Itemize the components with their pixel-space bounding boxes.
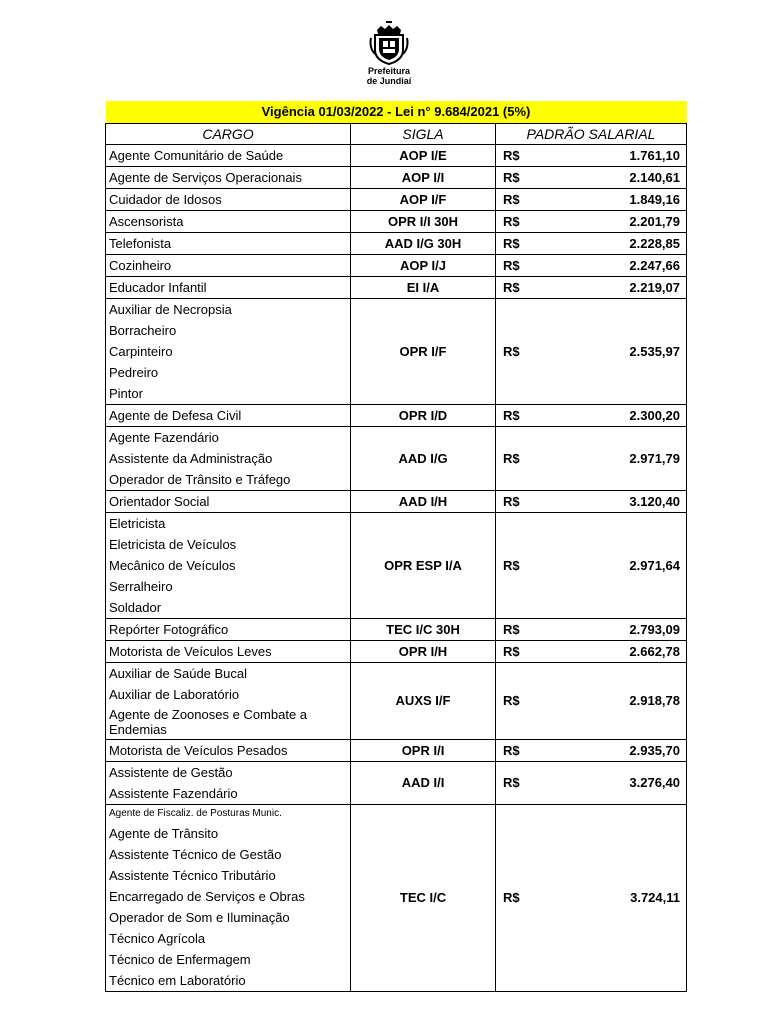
currency-symbol: R$ (503, 191, 520, 207)
table-row (106, 805, 687, 992)
salary-value: 2.201,79 (629, 213, 680, 229)
salary-value: 3.276,40 (629, 775, 680, 790)
currency-symbol: R$ (503, 621, 520, 637)
salary-cell (496, 663, 687, 740)
cargo-name: Operador de Trânsito e Tráfego (109, 472, 291, 487)
salary-value: 2.918,78 (629, 693, 680, 708)
salary-cell (496, 740, 687, 762)
currency-symbol: R$ (503, 643, 520, 659)
salary-cell (496, 233, 687, 255)
cargo-name: Pintor (109, 386, 143, 401)
cargo-name: Assistente Técnico de Gestão (109, 847, 282, 862)
currency-symbol: R$ (503, 557, 520, 573)
cargo-cell (106, 641, 351, 663)
salary-value: 2.935,70 (629, 742, 680, 758)
cargo-cell (106, 255, 351, 277)
column-header-sigla: SIGLA (351, 124, 496, 145)
cargo-name: Encarregado de Serviços e Obras (109, 889, 305, 904)
salary-cell (496, 277, 687, 299)
currency-symbol: R$ (503, 407, 520, 423)
salary-value: 2.793,09 (629, 621, 680, 637)
salary-cell (496, 513, 687, 619)
salary-value: 2.140,61 (629, 169, 680, 185)
sigla-cell: AUXS I/F (351, 663, 496, 740)
sigla-cell: AOP I/J (351, 255, 496, 277)
salary-value: 1.761,10 (629, 147, 680, 163)
sigla-cell: OPR I/H (351, 641, 496, 663)
cargo-name: Técnico de Enfermagem (109, 952, 251, 967)
cargo-name: Cuidador de Idosos (109, 192, 222, 207)
cargo-name: Serralheiro (109, 579, 173, 594)
cargo-cell (106, 405, 351, 427)
salary-value: 2.228,85 (629, 235, 680, 251)
sigla-cell: OPR I/F (351, 299, 496, 405)
table-row (106, 211, 687, 233)
salary-cell (496, 167, 687, 189)
salary-value: 2.247,66 (629, 257, 680, 273)
salary-cell (496, 255, 687, 277)
cargo-cell (106, 663, 351, 740)
table-row (106, 405, 687, 427)
table-body (106, 145, 687, 992)
table-row (106, 491, 687, 513)
table-header-row (106, 124, 687, 145)
currency-symbol: R$ (503, 343, 520, 359)
table-row (106, 619, 687, 641)
table-row (106, 740, 687, 762)
cargo-name: Agente de Fiscaliz. de Posturas Munic. (109, 808, 282, 819)
sigla-cell: AOP I/I (351, 167, 496, 189)
cargo-name: Eletricista de Veículos (109, 537, 237, 552)
cargo-name: Agente de Trânsito (109, 826, 219, 841)
sigla-cell: AOP I/F (351, 189, 496, 211)
cargo-name: Agente Comunitário de Saúde (109, 148, 284, 163)
cargo-name: Assistente de Gestão (109, 765, 233, 780)
cargo-name: Cozinheiro (109, 258, 172, 273)
cargo-name: Motorista de Veículos Leves (109, 644, 272, 659)
currency-symbol: R$ (503, 169, 520, 185)
cargo-name: Assistente Fazendário (109, 786, 238, 801)
salary-cell (496, 641, 687, 663)
salary-value: 3.120,40 (629, 493, 680, 509)
coat-of-arms-icon (369, 20, 409, 66)
salary-cell (496, 299, 687, 405)
currency-symbol: R$ (503, 279, 520, 295)
sigla-cell: AAD I/G (351, 427, 496, 491)
salary-value: 1.849,16 (629, 191, 680, 207)
table-title-row (106, 101, 687, 124)
salary-cell (496, 427, 687, 491)
column-header-cargo: CARGO (106, 124, 351, 145)
table-row (106, 762, 687, 805)
cargo-name: Agente Fazendário (109, 430, 219, 445)
cargo-name: Mecânico de Veículos (109, 558, 236, 573)
table-row (106, 233, 687, 255)
cargo-name: Pedreiro (109, 365, 159, 380)
salary-table-container (105, 101, 686, 992)
cargo-cell (106, 299, 351, 405)
table-title: Vigência 01/03/2022 - Lei n° 9.684/2021 (5%) (106, 101, 687, 124)
cargo-cell (106, 211, 351, 233)
cargo-name: Orientador Social (109, 494, 210, 509)
table-row (106, 427, 687, 491)
cargo-cell (106, 740, 351, 762)
cargo-name: Carpinteiro (109, 344, 173, 359)
salary-cell (496, 189, 687, 211)
salary-value: 3.724,11 (630, 890, 680, 905)
sigla-cell: OPR I/I 30H (351, 211, 496, 233)
cargo-name: Eletricista (109, 516, 166, 531)
cargo-name: Repórter Fotográfico (109, 622, 229, 637)
sigla-cell: AAD I/I (351, 762, 496, 805)
cargo-name: Assistente Técnico Tributário (109, 868, 276, 883)
sigla-cell: OPR ESP I/A (351, 513, 496, 619)
table-row (106, 145, 687, 167)
currency-symbol: R$ (503, 693, 520, 708)
table-row (106, 663, 687, 740)
salary-value: 2.971,64 (629, 557, 680, 573)
sigla-cell: OPR I/I (351, 740, 496, 762)
cargo-name: Borracheiro (109, 323, 177, 338)
cargo-name: Agente de Serviços Operacionais (109, 170, 302, 185)
cargo-name: Técnico em Laboratório (109, 973, 246, 988)
table-row (106, 255, 687, 277)
cargo-cell (106, 762, 351, 805)
currency-symbol: R$ (503, 257, 520, 273)
cargo-cell (106, 277, 351, 299)
cargo-cell (106, 145, 351, 167)
cargo-name: Telefonista (109, 236, 172, 251)
org-name-line2: de Jundiaí (366, 76, 412, 86)
table-row (106, 299, 687, 405)
org-name-line1: Prefeitura (367, 66, 411, 76)
cargo-name: Auxiliar de Necropsia (109, 302, 232, 317)
currency-symbol: R$ (503, 213, 520, 229)
sigla-cell: TEC I/C 30H (351, 619, 496, 641)
currency-symbol: R$ (503, 235, 520, 251)
cargo-cell (106, 233, 351, 255)
cargo-name: Auxiliar de Laboratório (109, 687, 240, 702)
table-row (106, 189, 687, 211)
sigla-cell: OPR I/D (351, 405, 496, 427)
cargo-name: Assistente da Administração (109, 451, 273, 466)
table-row (106, 641, 687, 663)
table-row (106, 277, 687, 299)
cargo-name: Agente de Zoonoses e Combate a Endemias (109, 707, 308, 737)
salary-cell (496, 619, 687, 641)
salary-table (105, 101, 687, 992)
cargo-cell (106, 427, 351, 491)
sigla-cell: AOP I/E (351, 145, 496, 167)
cargo-name: Operador de Som e Iluminação (109, 910, 290, 925)
salary-cell (496, 805, 687, 992)
currency-symbol: R$ (503, 493, 520, 509)
sigla-cell: EI I/A (351, 277, 496, 299)
cargo-name: Auxiliar de Saúde Bucal (109, 666, 248, 681)
currency-symbol: R$ (503, 450, 520, 466)
currency-symbol: R$ (503, 147, 520, 163)
salary-cell (496, 405, 687, 427)
salary-value: 2.535,97 (629, 343, 680, 359)
cargo-cell (106, 805, 351, 992)
cargo-name: Educador Infantil (109, 280, 207, 295)
currency-symbol: R$ (503, 890, 520, 905)
cargo-cell (106, 167, 351, 189)
cargo-cell (106, 619, 351, 641)
salary-value: 2.662,78 (629, 643, 680, 659)
cargo-name: Ascensorista (109, 214, 184, 229)
prefeitura-logo (356, 20, 422, 92)
sigla-cell: AAD I/G 30H (351, 233, 496, 255)
salary-cell (496, 762, 687, 805)
currency-symbol: R$ (503, 742, 520, 758)
salary-cell (496, 145, 687, 167)
salary-cell (496, 211, 687, 233)
cargo-name: Motorista de Veículos Pesados (109, 743, 288, 758)
currency-symbol: R$ (503, 775, 520, 790)
cargo-name: Técnico Agrícola (109, 931, 206, 946)
salary-value: 2.219,07 (629, 279, 680, 295)
salary-value: 2.971,79 (629, 450, 680, 466)
table-row (106, 167, 687, 189)
table-row (106, 513, 687, 619)
cargo-cell (106, 513, 351, 619)
cargo-cell (106, 491, 351, 513)
column-header-padrao-salarial: PADRÃO SALARIAL (496, 124, 687, 145)
salary-value: 2.300,20 (629, 407, 680, 423)
cargo-name: Soldador (109, 600, 162, 615)
cargo-cell (106, 189, 351, 211)
sigla-cell: AAD I/H (351, 491, 496, 513)
sigla-cell: TEC I/C (351, 805, 496, 992)
salary-cell (496, 491, 687, 513)
cargo-name: Agente de Defesa Civil (109, 408, 242, 423)
